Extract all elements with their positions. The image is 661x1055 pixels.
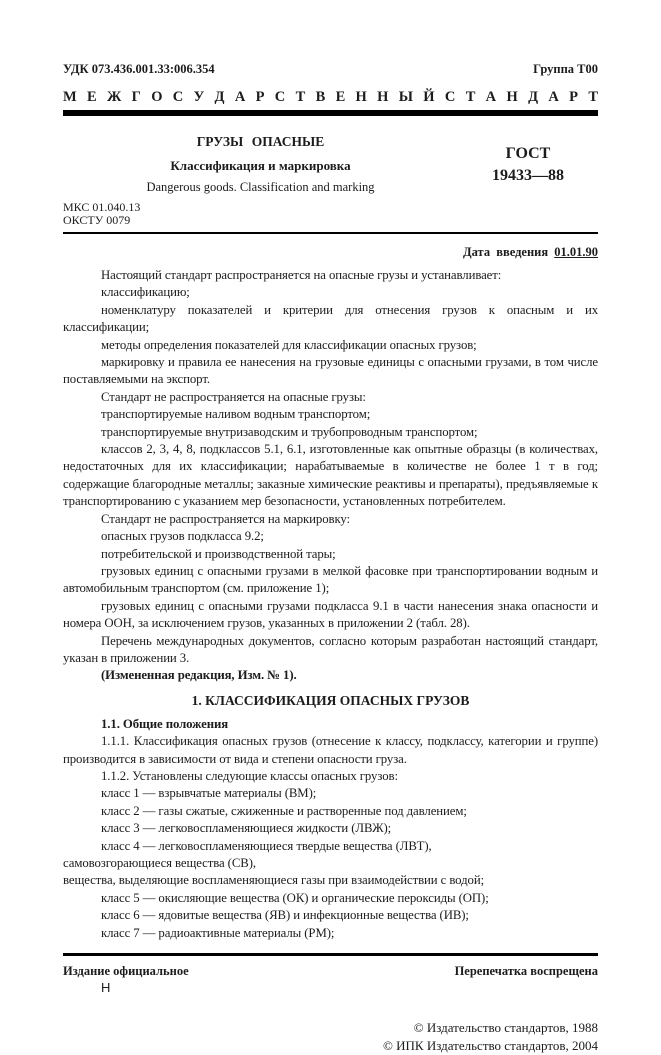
- paragraph: маркировку и правила ее нанесения на грузовые единицы с опасными грузами, в том числе поставляемыми на экспорт.: [63, 355, 598, 387]
- paragraph: классификацию;: [101, 285, 190, 300]
- group-code: Группа Т00: [533, 62, 598, 76]
- document-subtitle-en: Dangerous goods. Classification and marking: [146, 180, 375, 194]
- paragraph: класс 2 — газы сжатые, сжиженные и растворенные под давлением;: [101, 803, 467, 818]
- standard-codes: [63, 201, 598, 227]
- paragraph: класс 5 — окисляющие вещества (ОК) и органические пероксиды (ОП);: [101, 890, 489, 905]
- standard-type-heading: М Е Ж Г О С У Д А Р С Т В Е Н Н Ы Й С Т А Н Д А Р Т: [63, 89, 598, 105]
- date-label: Дата введения: [463, 245, 549, 259]
- introduction-date-row: [63, 245, 598, 260]
- reprint-forbidden-label: Перепечатка воспрещена: [454, 964, 598, 979]
- paragraph: грузовых единиц с опасными грузами в мелкой фасовке при транспортировании водным и автомобильным транспортом (см. приложение 1);: [63, 563, 598, 596]
- title-left-column: [63, 134, 458, 195]
- footer-rule: [63, 953, 598, 956]
- paragraph: 1.1.2. Установлены следующие классы опасных грузов:: [101, 768, 398, 783]
- paragraph: потребительской и производственной тары;: [101, 546, 336, 561]
- paragraph: опасных грузов подкласса 9.2;: [101, 529, 264, 544]
- paragraph: класс 1 — взрывчатые материалы (ВМ);: [101, 786, 317, 801]
- series-mark: Н: [101, 980, 111, 996]
- copyright-line-1988: © Издательство стандартов, 1988: [413, 1020, 598, 1036]
- udk-code: УДК 073.436.001.33:006.354: [63, 62, 215, 76]
- classification-codes-row: [63, 62, 598, 77]
- document-title-ru: ГРУЗЫ ОПАСНЫЕ: [196, 134, 325, 149]
- header-rule-thin: [63, 232, 598, 234]
- paragraph: самовозгорающиеся вещества (СВ),: [63, 856, 256, 870]
- paragraph: классов 2, 3, 4, 8, подклассов 5.1, 6.1, изготовленные как опытные образцы (в количествах, недостаточных для их классификации; нарабатываемые в количестве не более 1 т в год; содержащие благородные металлы; заказные химические реактивы и препараты), предъявляемые к транспортированию с указанием мер безопасности, установленных потребителем.: [63, 442, 598, 509]
- paragraph: класс 7 — радиоактивные материалы (РМ);: [101, 925, 335, 940]
- okstu-code: ОКСТУ 0079: [63, 213, 131, 227]
- paragraph: грузовых единиц с опасными грузами подкласса 9.1 в части нанесения знака опасности и номера ООН, за исключением грузов, указанных в приложении 2 (табл. 28).: [63, 598, 598, 631]
- paragraph: методы определения показателей для классификации опасных грузов;: [101, 337, 477, 352]
- paragraph: Перечень международных документов, согласно которым разработан настоящий стандарт, указан в приложении 3.: [63, 633, 598, 665]
- paragraph: класс 6 — ядовитые вещества (ЯВ) и инфекционные вещества (ИВ);: [101, 908, 469, 923]
- gost-designation: [458, 134, 598, 195]
- gost-number: 19433—88: [492, 167, 564, 184]
- paragraph: транспортируемые наливом водным транспортом;: [101, 407, 371, 422]
- paragraph: Стандарт не распространяется на маркировку:: [101, 511, 350, 526]
- copyright-line-2004: © ИПК Издательство стандартов, 2004: [383, 1038, 598, 1054]
- paragraph: 1.1.1. Классификация опасных грузов (отнесение к классу, подклассу, категории и группе) производится в зависимости от вида и степени опасности груза.: [63, 734, 598, 766]
- gost-label: ГОСТ: [505, 145, 551, 162]
- title-block: [63, 134, 598, 195]
- paragraph: класс 3 — легковоспламеняющиеся жидкости (ЛВЖ);: [101, 821, 392, 836]
- section-1-paragraphs: [63, 716, 598, 942]
- paragraph: Настоящий стандарт распространяется на опасные грузы и устанавливает:: [101, 268, 502, 282]
- document-subtitle-ru: Классификация и маркировка: [170, 158, 351, 173]
- paragraph: вещества, выделяющие воспламеняющиеся газы при взаимодействии с водой;: [63, 873, 485, 888]
- paragraph: транспортируемые внутризаводским и трубопроводным транспортом;: [101, 424, 478, 439]
- intro-paragraphs: [63, 267, 598, 685]
- paragraph: номенклатуру показателей и критерии для отнесения грузов к опасным и их классификации;: [63, 302, 598, 335]
- section-1-title: 1. КЛАССИФИКАЦИЯ ОПАСНЫХ ГРУЗОВ: [191, 692, 470, 708]
- header-rule-thick: [63, 110, 598, 116]
- page-footer: [63, 953, 598, 1055]
- mks-code: МКС 01.040.13: [63, 200, 141, 214]
- paragraph: 1.1. Общие положения: [101, 716, 229, 731]
- paragraph: (Измененная редакция, Изм. № 1).: [101, 668, 297, 683]
- footer-notice-row: [63, 964, 598, 979]
- copyright-block: [63, 1019, 598, 1055]
- paragraph: Стандарт не распространяется на опасные грузы:: [101, 389, 366, 404]
- official-edition-label: Издание официальное: [63, 964, 189, 979]
- date-value: 01.01.90: [554, 245, 598, 259]
- paragraph: класс 4 — легковоспламеняющиеся твердые вещества (ЛВТ),: [101, 838, 432, 853]
